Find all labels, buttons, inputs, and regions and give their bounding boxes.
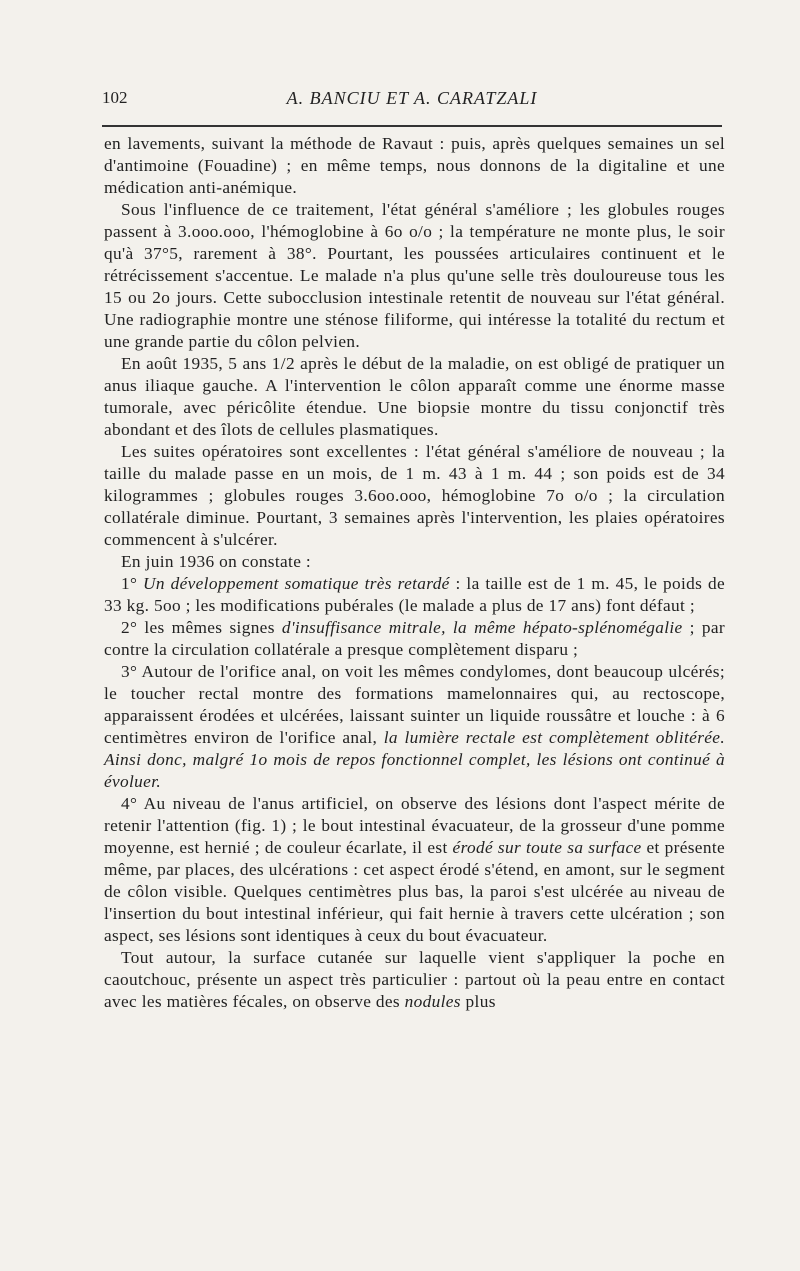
paragraph <box>104 793 725 947</box>
page-header <box>102 84 722 118</box>
paragraph-text: En juin 1936 on constate : <box>121 552 312 571</box>
paragraph <box>104 573 725 617</box>
paragraph <box>104 947 725 1013</box>
paragraph-text: et présente même, par places, des ulcérations : cet aspect érodé s'étend, en amont, sur le segment de côlon visible. Quelques centimètres plus bas, la paroi s'est ulcérée au niveau de l'insertion du bout intestinal inférieur, qui fait hernie à travers cette ulcération ; son aspect, ses lésions sont identiques à ceux du bout évacuateur. <box>104 838 725 945</box>
paragraph <box>104 199 725 353</box>
paragraph <box>104 133 725 199</box>
paragraph-text: en lavements, suivant la méthode de Ravaut : puis, après quelques semaines un sel d'antimoine (Fouadine) ; en même temps, nous donnons de la digitaline et une médication anti-anémique. <box>104 134 725 197</box>
paragraph-text: : la taille est de 1 m. 45, le poids de 33 kg. 5oo ; les modifications pubérales (le malade a plus de 17 ans) font défaut ; <box>104 574 725 615</box>
paragraph-text: En août 1935, 5 ans 1/2 après le début de la maladie, on est obligé de pratiquer un anus iliaque gauche. A l'intervention le côlon apparaît comme une énorme masse tumorale, avec péricôlite étendue. Une biopsie montre du tissu conjonctif très abondant et des îlots de cellules plasmatiques. <box>104 354 725 439</box>
paragraph-text: Sous l'influence de ce traitement, l'état général s'améliore ; les globules rouges passent à 3.ooo.ooo, l'hémoglobine à 6o o/o ; la température ne monte plus, le soir qu'à 37°5, rarement à 38°. Pourtant, les poussées articulaires continuent et le rétrécissement s'accentue. Le malade n'a plus qu'une selle très douloureuse tous les 15 ou 2o jours. Cette subocclusion intestinale retentit de nouveau sur l'état général. Une radiographie montre une sténose filiforme, qui intéresse la totalité du rectum et une grande partie du côlon pelvien. <box>104 200 725 351</box>
paragraph-text: 4° Au niveau de l'anus artificiel, on observe des lésions dont l'aspect mérite de retenir l'attention (fig. 1) ; le bout intestinal évacuateur, de la grosseur d'une pomme moyenne, est hernié ; de couleur écarlate, il est <box>104 794 725 857</box>
paragraph <box>104 617 725 661</box>
paragraph-text: 3° Autour de l'orifice anal, on voit les mêmes condylomes, dont beaucoup ulcérés; le toucher rectal montre des formations mamelonnaires qui, au rectoscope, apparaissent érodées et ulcérées, laissant suinter un liquide roussâtre et louche : à 6 centimètres environ de l'orifice anal, <box>104 662 725 747</box>
paragraph-text: 2° les mêmes signes <box>121 618 282 637</box>
page-number: 102 <box>102 88 128 107</box>
italic-text: Un développement somatique très retardé <box>143 574 450 593</box>
paragraph <box>104 551 725 573</box>
italic-text: nodules <box>404 992 461 1011</box>
paragraph-text: Les suites opératoires sont excellentes : l'état général s'améliore de nouveau ; la taille du malade passe en un mois, de 1 m. 43 à 1 m. 44 ; son poids est de 34 kilogrammes ; globules rouges 3.6oo.ooo, hémoglobine 7o o/o ; la circulation collatérale diminue. Pourtant, 3 semaines après l'intervention, les plaies opératoires commencent à s'ulcérer. <box>104 442 725 549</box>
body-text <box>104 133 725 1013</box>
italic-text: d'insuffisance mitrale, la même hépato-splénomégalie <box>281 618 683 637</box>
paragraph-text: ; par contre la circulation collatérale a presque complètement disparu ; <box>104 618 725 659</box>
italic-text: la lumière rectale est complètement oblitérée. Ainsi donc, malgré 1o mois de repos fonctionnel complet, les lésions ont continué à évoluer. <box>104 728 725 791</box>
header-rule <box>102 125 722 127</box>
paragraph-text: Tout autour, la surface cutanée sur laquelle vient s'appliquer la poche en caoutchouc, présente un aspect très particulier : partout où la peau entre en contact avec les matières fécales, on observe des <box>104 948 725 1011</box>
italic-text: érodé sur toute sa surface <box>452 838 642 857</box>
running-title: A. BANCIU ET A. CARATZALI <box>286 88 538 108</box>
paragraph <box>104 661 725 793</box>
paragraph <box>104 353 725 441</box>
paragraph-text: plus <box>460 992 496 1011</box>
paragraph-text: 1° <box>121 574 144 593</box>
paragraph <box>104 441 725 551</box>
